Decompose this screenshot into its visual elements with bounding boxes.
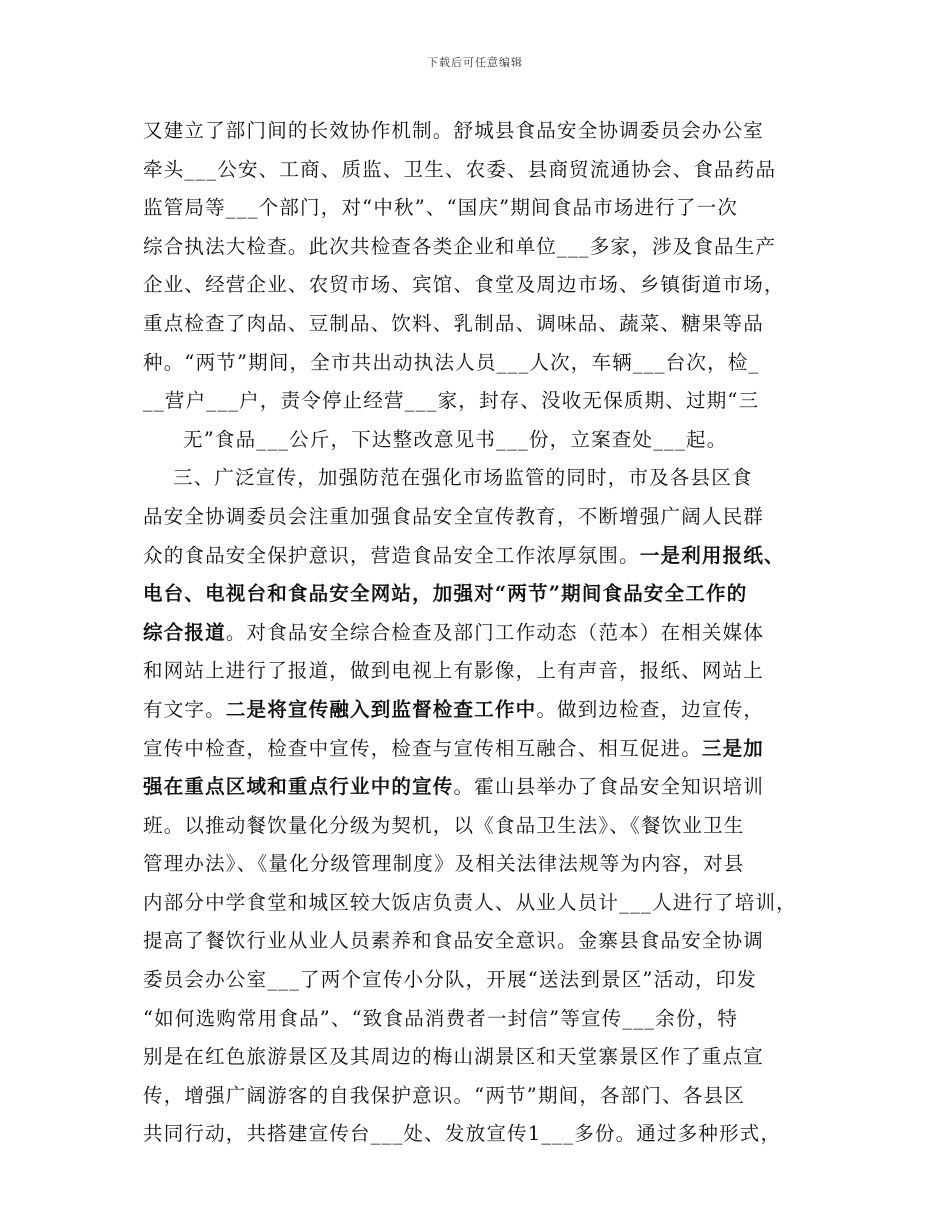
text-run: 提高了餐饮行业从业人员素养和食品安全意识。金寨县食品安全协调 [143, 929, 765, 953]
text-run: 监管局等___个部门，对“中秋”、“国庆”期间食品市场进行了一次 [143, 196, 739, 220]
body-line [143, 614, 833, 653]
text-run: 共同行动，共搭建宣传台___处、发放宣传1___多份。通过多种形式， [143, 1122, 782, 1146]
body-line [143, 730, 833, 769]
body-line [143, 344, 833, 383]
bold-text-run: 电台、电视台和食品安全网站，加强对“两节”期间食品安全工作的 [143, 582, 748, 606]
body-line [143, 575, 833, 614]
text-run: 企业、经营企业、农贸市场、宾馆、食堂及周边市场、乡镇街道市场， [143, 273, 785, 297]
body-line [143, 961, 833, 1000]
body-line [143, 691, 833, 730]
body-line [143, 1000, 833, 1039]
document-body [143, 112, 833, 1154]
text-run: 种。“两节”期间，全市共出动执法人员___人次，车辆___台次，检_ [143, 350, 760, 374]
body-line [143, 768, 833, 807]
text-run: 三、广泛宣传，加强防范在强化市场监管的同时，市及各县区食 [173, 466, 753, 490]
text-run: 无”食品___公斤，下达整改意见书___份，立案查处___起。 [183, 427, 728, 451]
text-run: 管理办法》、《量化分级管理制度》及相关法律法规等为内容，对县 [143, 852, 745, 876]
text-run: “如何选购常用食品”、“致食品消费者一封信”等宣传___余份，特 [143, 1006, 739, 1030]
text-run: 品安全协调委员会注重加强食品安全宣传教育，不断增强广阔人民群 [143, 504, 765, 528]
body-line [143, 382, 833, 421]
text-run: 又建立了部门间的长效协作机制。舒城县食品安全协调委员会办公室 [143, 119, 765, 142]
body-line [143, 498, 833, 537]
bold-text-run: 综合报道 [143, 620, 226, 644]
text-run: 宣传中检查，检查中宣传，检查与宣传相互融合、相互促进。 [143, 736, 702, 760]
text-run: 传，增强广阔游客的自我保护意识。“两节”期间，各部门、各县区 [143, 1083, 745, 1107]
text-run: 。霍山县举办了食品安全知识培训 [453, 775, 765, 799]
section-heading-line [143, 459, 833, 498]
text-run: 和网站上进行了报道，做到电视上有影像，上有声音，报纸、网站上 [143, 659, 765, 683]
text-run: 众的食品安全保护意识，营造食品安全工作浓厚氛围。 [143, 543, 640, 567]
body-line [143, 807, 833, 846]
text-run: 重点检查了肉品、豆制品、饮料、乳制品、调味品、蔬菜、糖果等品 [143, 311, 765, 335]
text-run: 别是在红色旅游景区及其周边的梅山湖景区和天堂寨景区作了重点宣 [143, 1045, 765, 1069]
body-line [143, 537, 833, 576]
body-line [143, 112, 833, 151]
text-run: 内部分中学食堂和城区较大饭店负责人、从业人员计___人进行了培训， [143, 890, 797, 914]
text-run: 。对食品安全综合检查及部门工作动态（范本）在相关媒体 [225, 620, 765, 644]
bold-text-run: 强在重点区域和重点行业中的宣传 [143, 775, 454, 799]
body-line [143, 1038, 833, 1077]
text-run: __营户___户，责令停止经营___家，封存、没收无保质期、过期“三 [143, 389, 760, 413]
body-line [143, 305, 833, 344]
text-run: 综合执法大检查。此次共检查各类企业和单位___多家，涉及食品生产 [143, 234, 777, 258]
body-line [143, 151, 833, 190]
body-line [143, 1077, 833, 1116]
text-run: 有文字。 [143, 697, 226, 721]
body-line [143, 652, 833, 691]
bold-text-run: 一是利用报纸、 [639, 543, 785, 567]
body-line [143, 266, 833, 305]
body-line [143, 228, 833, 267]
body-line [143, 845, 833, 884]
bold-text-run: 三是加 [701, 736, 765, 760]
text-run: 委员会办公室___了两个宣传小分队，开展“送法到景区”活动，印发 [143, 968, 758, 992]
body-line [143, 421, 833, 460]
text-run: 。做到边检查，边宣传， [536, 697, 765, 721]
body-line [143, 1115, 833, 1154]
body-line [143, 189, 833, 228]
body-line [143, 884, 833, 923]
body-line [143, 922, 833, 961]
text-run: 牵头___公安、工商、质监、卫生、农委、县商贸流通协会、食品药品 [143, 157, 777, 181]
page-header: 下载后可任意编辑 [427, 56, 523, 69]
bold-text-run: 二是将宣传融入到监督检查工作中 [225, 697, 537, 721]
text-run: 班。以推动餐饮量化分级为契机，以《食品卫生法》、《餐饮业卫生 [143, 813, 745, 837]
